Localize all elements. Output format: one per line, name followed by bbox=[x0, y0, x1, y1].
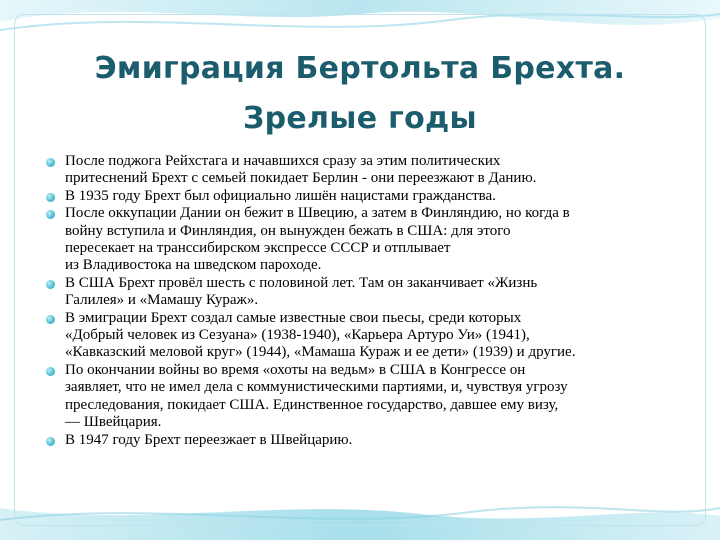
bullet-dot-icon bbox=[46, 315, 55, 324]
bullet-dot-icon bbox=[46, 367, 55, 376]
slide-title-line-1: Эмиграция Бертольта Брехта. bbox=[94, 51, 626, 86]
bullet-text-line: войну вступила и Финляндия, он вынужден бежать в США: для этого bbox=[65, 222, 511, 239]
bullet-text-line: В 1935 году Брехт был официально лишён нацистами гражданства. bbox=[65, 187, 496, 204]
slide-title-line-2: Зрелые годы bbox=[243, 101, 477, 136]
bullet-text-line: После оккупации Дании он бежит в Швецию, а затем в Финляндию, но когда в bbox=[65, 205, 570, 222]
bullet-text-line: В США Брехт провёл шесть с половиной лет. Там он заканчивает «Жизнь bbox=[65, 274, 538, 291]
bullet-item bbox=[46, 153, 686, 188]
bullet-text-line: «Добрый человек из Сезуана» (1938-1940), «Карьера Артуро Уи» (1941), bbox=[65, 327, 530, 344]
bullet-dot-icon bbox=[46, 158, 55, 167]
bullet-dot-icon bbox=[46, 210, 55, 219]
bullet-text-line: В эмиграции Брехт создал самые известные свои пьесы, среди которых bbox=[65, 309, 522, 326]
bullet-text-line: Галилея» и «Мамашу Кураж». bbox=[65, 292, 259, 309]
bullet-text-line: В 1947 году Брехт переезжает в Швейцарию. bbox=[65, 431, 353, 448]
bullet-item bbox=[46, 362, 686, 432]
bullet-item bbox=[46, 205, 686, 275]
bullet-text-line: — Швейцария. bbox=[65, 414, 162, 431]
bullet-text-line: заявляет, что не имел дела с коммунистическими партиями, и, чувствуя угрозу bbox=[65, 379, 568, 396]
bullet-dot-icon bbox=[46, 193, 55, 202]
bullet-text-line: притеснений Брехт с семьей покидает Берлин - они переезжают в Данию. bbox=[65, 170, 537, 187]
bullet-text-line: «Кавказский меловой круг» (1944), «Мамаша Кураж и ее дети» (1939) и другие. bbox=[65, 344, 576, 361]
bullet-dot-icon bbox=[46, 437, 55, 446]
bullet-item bbox=[46, 310, 686, 362]
bullet-text-line: преследования, покидает США. Единственное государство, давшее ему визу, bbox=[65, 396, 559, 413]
bullet-text-line: из Владивостока на шведском пароходе. bbox=[65, 257, 322, 274]
bullet-item bbox=[46, 275, 686, 310]
bullet-dot-icon bbox=[46, 280, 55, 289]
bullet-text-line: пересекает на транссибирском экспрессе СССР и отплывает bbox=[65, 240, 451, 257]
bullet-item bbox=[46, 432, 686, 449]
bullet-item bbox=[46, 188, 686, 205]
bullet-text-line: После поджога Рейхстага и начавшихся сразу за этим политических bbox=[65, 153, 501, 169]
bullet-text-line: По окончании войны во время «охоты на ведьм» в США в Конгрессе он bbox=[65, 361, 526, 378]
bullet-list bbox=[46, 153, 686, 449]
slide-title bbox=[40, 44, 680, 144]
